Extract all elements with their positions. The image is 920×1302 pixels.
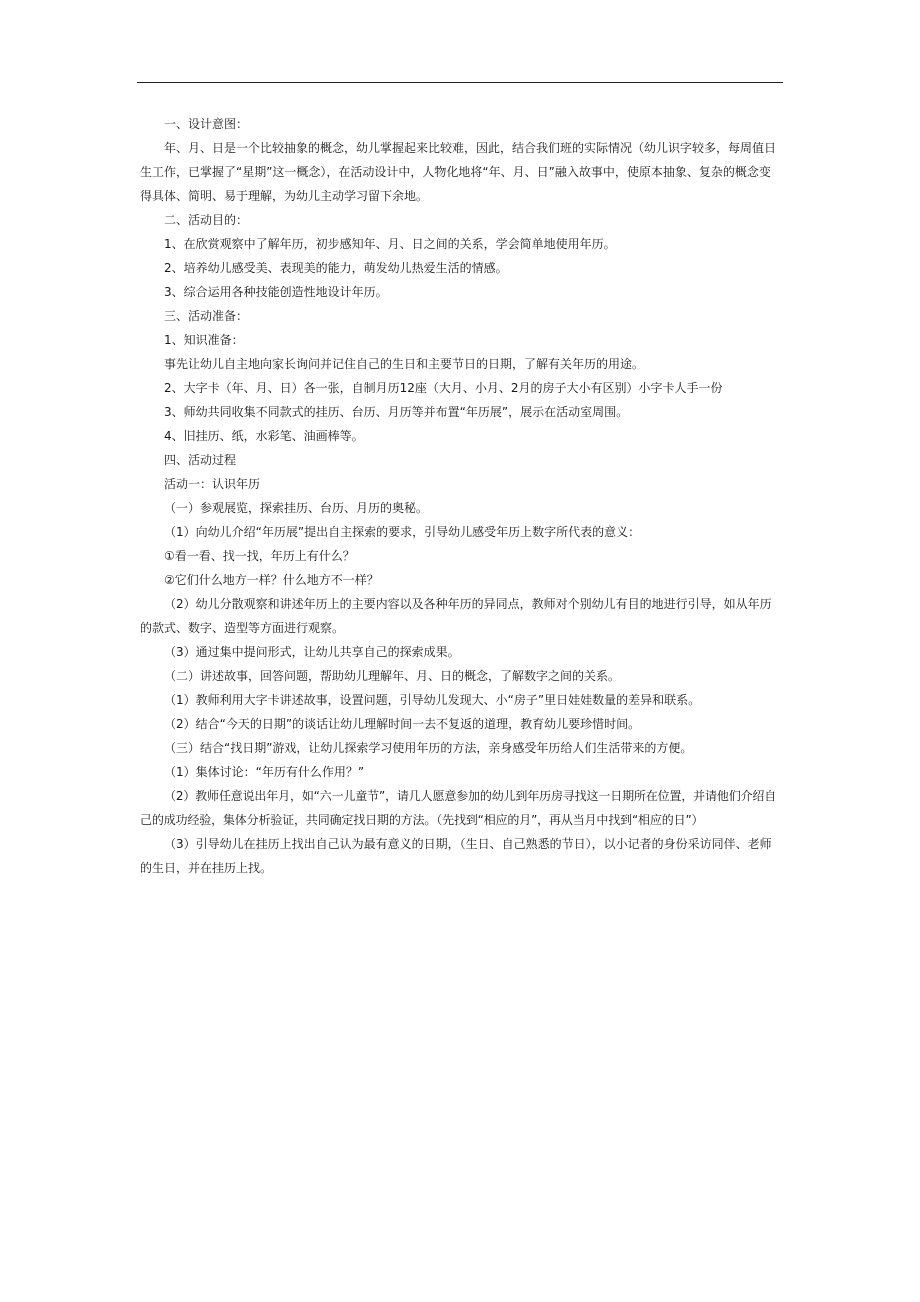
document-body: [140, 112, 782, 880]
header-rule: [137, 82, 783, 83]
activity-step-2-2: （2）结合“今天的日期”的谈话让幼儿理解时间一去不复返的道理，教育幼儿要珍惜时间。: [164, 717, 641, 731]
section-heading-preparation: 三、活动准备：: [164, 309, 249, 323]
paragraph-design-intent: 年、月、日是一个比较抽象的概念，幼儿掌握起来比较难，因此，结合我们班的实际情况（幼儿识字较多，每周值日生工作，已掌握了“星期”这一概念），在活动设计中，人物化地将“年、月、日”融入故事中，使原本抽象、复杂的概念变得具体、简明、易于理解，为幼儿主动学习留下余地。: [140, 141, 777, 203]
activity-heading-1: 活动一：认识年历: [164, 477, 261, 491]
preparation-item-1-detail: 事先让幼儿自主地向家长询问并记住自己的生日和主要节日的日期，了解有关年历的用途。: [164, 357, 645, 371]
activity-step-3-1: （1）集体讨论：“年历有什么作用？”: [164, 765, 365, 779]
preparation-item-2: 2、大字卡（年、月、日）各一张，自制月历12座（大月、小月、2月的房子大小有区别）小字卡人手一份: [164, 381, 723, 395]
activity-step-1-3: （3）通过集中提问形式，让幼儿共享自己的探索成果。: [164, 645, 460, 659]
activity-step-3: （三）结合“找日期”游戏，让幼儿探索学习使用年历的方法，亲身感受年历给人们生活带来的方便。: [164, 741, 693, 755]
preparation-item-1: 1、知识准备：: [164, 333, 244, 347]
activity-step-1-1-b: ②它们什么地方一样？什么地方不一样？: [164, 573, 379, 587]
activity-step-3-2: （2）教师任意说出年月，如“六一儿童节”，请几人愿意参加的幼儿到年历房寻找这一日期所在位置，并请他们介绍自己的成功经验，集体分析验证，共同确定找日期的方法。（先找到“相应的月”，再从当月中找到“相应的日”）: [140, 789, 777, 827]
objective-item-3: 3、综合运用各种技能创造性地设计年历。: [164, 285, 388, 299]
activity-step-1: （一）参观展览，探索挂历、台历、月历的奥秘。: [164, 501, 429, 515]
section-heading-design-intent: 一、设计意图：: [164, 117, 249, 131]
activity-step-1-2: （2）幼儿分散观察和讲述年历上的主要内容以及各种年历的异同点，教师对个别幼儿有目的地进行引导，如从年历的款式、数字、造型等方面进行观察。: [140, 597, 772, 635]
section-heading-process: 四、活动过程: [164, 453, 237, 467]
activity-step-1-1-a: ①看一看、找一找，年历上有什么？: [164, 549, 355, 563]
activity-step-1-1: （1）向幼儿介绍“年历展”提出自主探索的要求，引导幼儿感受年历上数字所代表的意义：: [164, 525, 641, 539]
activity-step-3-3: （3）引导幼儿在挂历上找出自己认为最有意义的日期，（生日、自己熟悉的节日），以小记者的身份采访同伴、老师的生日，并在挂历上找。: [140, 837, 772, 875]
objective-item-2: 2、培养幼儿感受美、表现美的能力，萌发幼儿热爱生活的情感。: [164, 261, 508, 275]
activity-step-2: （二）讲述故事，回答问题，帮助幼儿理解年、月、日的概念，了解数字之间的关系。: [164, 669, 621, 683]
objective-item-1: 1、在欣赏观察中了解年历，初步感知年、月、日之间的关系，学会简单地使用年历。: [164, 237, 616, 251]
activity-step-2-1: （1）教师利用大字卡讲述故事，设置问题，引导幼儿发现大、小“房子”里日娃娃数量的差异和联系。: [164, 693, 701, 707]
preparation-item-4: 4、旧挂历、纸，水彩笔、油画棒等。: [164, 429, 364, 443]
preparation-item-3: 3、师幼共同收集不同款式的挂历、台历、月历等并布置“年历展”，展示在活动室周围。: [164, 405, 629, 419]
section-heading-objectives: 二、活动目的：: [164, 213, 249, 227]
